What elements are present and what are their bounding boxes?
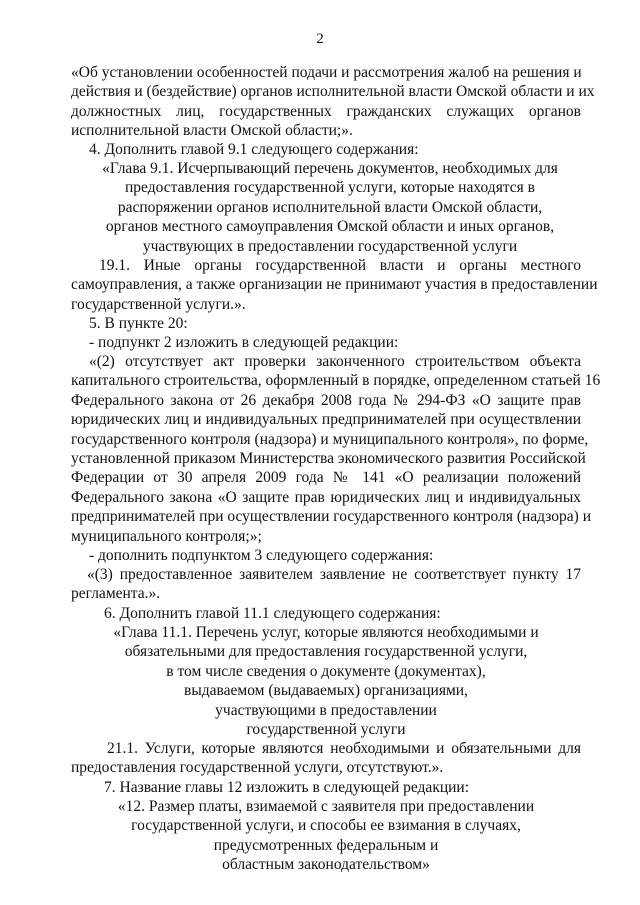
heading-line: «12. Размер платы, взимаемой с заявителя при предоставлении <box>117 798 535 815</box>
heading-line: «Глава 11.1. Перечень услуг, которые являются необходимыми и <box>113 624 539 641</box>
subparagraph-3 <box>71 565 581 604</box>
text-line: должностных лиц, государственных гражданских служащих органов <box>71 102 581 120</box>
text-line: 4. Дополнить главой 9.1 следующего содержания: <box>89 141 419 158</box>
text-line: - дополнить подпунктом 3 следующего содержания: <box>89 547 434 564</box>
item-7 <box>104 778 582 797</box>
subparagraph-2 <box>71 352 601 546</box>
heading-line: обязательными для предоставления государственной услуги, <box>124 643 528 661</box>
heading-line: участвующих в предоставлении государственной услуги <box>142 237 518 255</box>
item-6 <box>104 604 582 623</box>
paragraph-21-1 <box>71 739 581 778</box>
heading-line: государственной услуги <box>246 721 406 739</box>
heading-line: предусмотренных федеральным и <box>213 836 439 854</box>
text-line: 6. Дополнить главой 11.1 следующего содержания: <box>104 605 441 622</box>
page-number: 2 <box>316 31 324 47</box>
text-line: капитального строительства, оформленный в порядке, определенном статьей 16 <box>71 372 601 390</box>
heading-line: в том числе сведения о документе (документах), <box>166 662 486 680</box>
heading-line: государственной услуги, и способы ее взимания в случаях, <box>131 817 521 835</box>
heading-line: областным законодательством» <box>222 856 430 874</box>
heading-line: участвующими в предоставлении <box>215 701 437 719</box>
text-line: 7. Название главы 12 изложить в следующей редакции: <box>104 779 470 796</box>
heading-line: «Глава 9.1. Исчерпывающий перечень документов, необходимых для <box>102 160 558 177</box>
heading-line: распоряжении органов исполнительной власти Омской области, <box>117 198 543 216</box>
text-line: «(2) отсутствует акт проверки законченного строительством объекта <box>89 353 581 370</box>
text-line: Федерального закона от 26 декабря 2008 года № 294-ФЗ «О защите прав <box>71 391 581 409</box>
text-line: Федерации от 30 апреля 2009 года № 141 «О реализации положений <box>71 469 581 487</box>
text-line: Федерального закона «О защите прав юридических лиц и индивидуальных <box>71 488 581 506</box>
text-line: действия и (бездействие) органов исполнительной власти Омской области и их <box>71 83 595 101</box>
sub3-intro <box>71 546 581 565</box>
heading-line: выдаваемом (выдаваемых) организациями, <box>184 682 468 700</box>
chapter-9-1-heading <box>75 159 585 256</box>
text-line: регламента.». <box>71 585 161 603</box>
item-4 <box>71 140 581 159</box>
text-line: юридических лиц и индивидуальных предпринимателей при осуществлении <box>71 411 581 429</box>
chapter-11-1-heading <box>71 623 581 739</box>
intro-paragraph <box>71 63 595 141</box>
text-line: государственной услуги.». <box>71 295 246 313</box>
text-line: муниципального контроля;»; <box>71 527 262 545</box>
text-line: предпринимателей при осуществлении государственного контроля (надзора) и <box>71 508 591 526</box>
text-line: 5. В пункте 20: <box>89 315 188 332</box>
text-line: 21.1. Услуги, которые являются необходимыми и обязательными для <box>107 740 581 757</box>
chapter-12-heading <box>71 797 581 875</box>
item-5 <box>71 314 581 353</box>
text-line: 19.1. Иные органы государственной власти и органы местного <box>99 257 581 274</box>
text-line: - подпункт 2 изложить в следующей редакции: <box>89 334 399 352</box>
paragraph-19-1 <box>71 256 598 314</box>
text-line: исполнительной власти Омской области;». <box>71 122 353 140</box>
text-line: предоставления государственной услуги, отсутствуют.». <box>71 759 444 777</box>
heading-line: органов местного самоуправления Омской области и иных органов, <box>105 218 555 236</box>
text-line: «Об установлении особенностей подачи и рассмотрения жалоб на решения и <box>71 64 582 81</box>
text-line: установленной приказом Министерства экономического развития Российской <box>71 450 586 468</box>
text-line: «(3) предоставленное заявителем заявление не соответствует пункту 17 <box>87 566 581 583</box>
text-line: государственного контроля (надзора) и муниципального контроля», по форме, <box>71 430 589 448</box>
text-line: самоуправления, а также организации не принимают участия в предоставлении <box>71 276 598 294</box>
heading-line: предоставления государственной услуги, которые находятся в <box>125 179 535 197</box>
